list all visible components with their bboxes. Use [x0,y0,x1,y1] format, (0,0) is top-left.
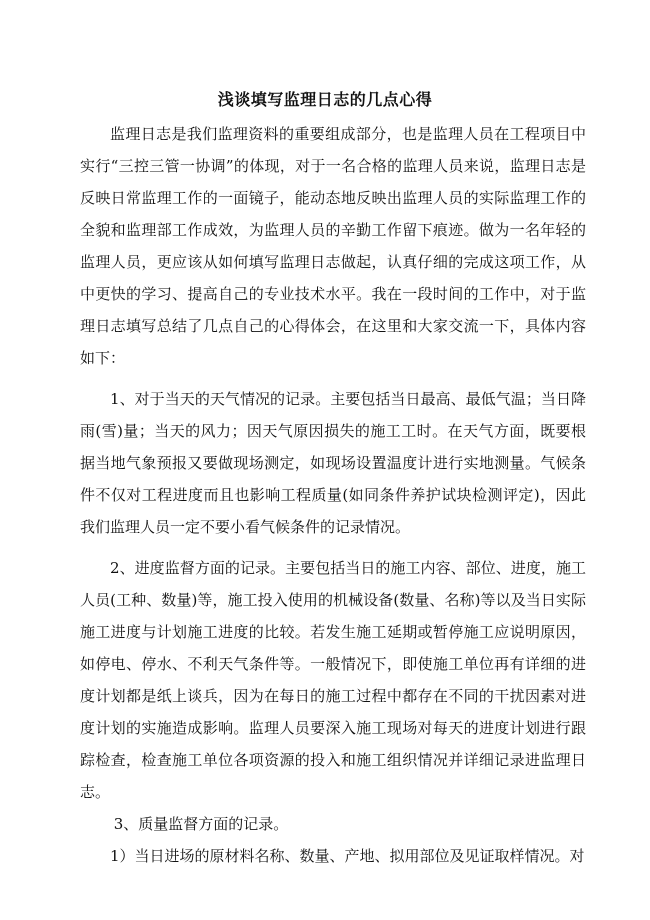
paragraph-quality-heading: 3、质量监督方面的记录。 [113,815,289,833]
document-body [80,118,586,872]
paragraph-intro: 监理日志是我们监理资料的重要组成部分，也是监理人员在工程项目中实行“三控三管一协调”的体现，对于一名合格的监理人员来说，监理日志是反映日常监理工作的一面镜子，能动态地反映出监理人员的实际监理工作的全貌和监理部工作成效，为监理人员的辛勤工作留下痕迹。做为一名年轻的监理人员，更应该从如何填写监理日志做起，认真仔细的完成这项工作，从中更快的学习、提高自己的专业技术水平。我在一段时间的工作中，对于监理日志填写总结了几点自己的心得体会，在这里和大家交流一下，具体内容如下： [80,125,586,367]
paragraph-weather-record: 1、对于当天的天气情况的记录。主要包括当日最高、最低气温；当日降雨(雪)量；当天的风力；因天气原因损失的施工工时。在天气方面，既要根据当地气象预报又要做现场测定，如现场设置温度计进行实地测量。气候条件不仅对工程进度而且也影响工程质量(如同条件养护试块检测评定)，因此我们监理人员一定不要小看气候条件的记录情况。 [80,390,586,536]
paragraph-materials-record: 1）当日进场的原材料名称、数量、产地、拟用部位及见证取样情况。对 [110,847,585,865]
paragraph-progress-record: 2、进度监督方面的记录。主要包括当日的施工内容、部位、进度，施工人员(工种、数量)等，施工投入使用的机械设备(数量、名称)等以及当日实际施工进度与计划施工进度的比较。若发生施工延期或暂停施工应说明原因，如停电、停水、不利天气条件等。一般情况下，即使施工单位再有详细的进度计划都是纸上谈兵，因为在每日的施工过程中都存在不同的干扰因素对进度计划的实施造成影响。监理人员要深入施工现场对每天的进度计划进行跟踪检查，检查施工单位各项资源的投入和施工组织情况并详细记录进监理日志。 [80,559,586,801]
document-title: 浅谈填写监理日志的几点心得 [217,90,433,109]
